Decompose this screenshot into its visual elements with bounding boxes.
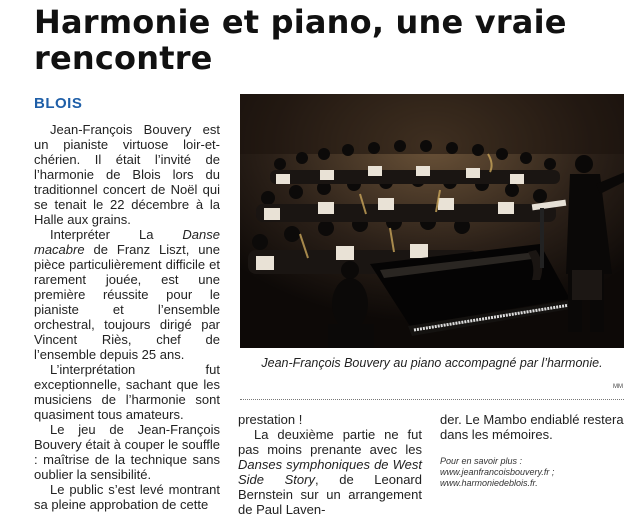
photo-caption: Jean-François Bouvery au piano accompagné par l’harmonie. (261, 356, 603, 370)
paragraph-3: L’interprétation fut exceptionnelle, sachant que les musiciens de l’harmonie sont quasiment tous amateurs. (34, 362, 220, 422)
paragraph-6-after: , de Leonard Bernstein sur un arrangement de Paul Laven- (238, 472, 422, 517)
article-column-middle (238, 412, 422, 517)
paragraph-6-continued: der. Le Mambo endiablé restera dans les mémoires. (440, 412, 624, 442)
work-title-danse-macabre: Danse macabre (34, 227, 220, 257)
headline: Harmonie et piano, une vraie rencontre (34, 3, 567, 77)
article-column-right (440, 412, 624, 489)
photo-credit: MM (613, 384, 623, 390)
concert-photo (240, 94, 624, 348)
paragraph-6 (238, 427, 422, 517)
paragraph-2-before: Interpréter La (50, 227, 183, 242)
caption-divider (240, 399, 624, 400)
paragraph-5-continued: prestation ! (238, 412, 303, 427)
article-column-left (34, 122, 220, 512)
location-label: BLOIS (34, 95, 83, 112)
concert-photo-image (240, 94, 624, 348)
paragraph-1: Jean-François Bouvery est un pianiste virtuose loir-et-chérien. Il était l’invité de l’harmonie de Blois lors du traditionnel concert de Noël qui se tenait le 22 décembre à la Halle aux grains. (34, 122, 220, 227)
more-info-note: Pour en savoir plus : www.jeanfrancoisbouvery.fr ; www.harmoniedeblois.fr. (440, 456, 555, 488)
paragraph-2 (34, 227, 220, 362)
paragraph-5: Le public s’est levé montrant sa pleine approbation de cette (34, 482, 220, 512)
paragraph-6-before: La deuxième partie ne fut pas moins prenante avec les (238, 427, 422, 457)
work-title-west-side-story: Danses symphoniques de West Side Story (238, 457, 422, 487)
paragraph-4: Le jeu de Jean-François Bouvery était à couper le souffle : maîtrise de la technique sans oublier la sensibilité. (34, 422, 220, 482)
paragraph-2-after: de Franz Liszt, une pièce particulièrement difficile et rarement jouée, est une première réussite pour le pianiste et l’ensemble orchestral, toujours dirigé par Vincent Riès, chef de l’ensemble depuis 25 ans. (34, 242, 220, 362)
